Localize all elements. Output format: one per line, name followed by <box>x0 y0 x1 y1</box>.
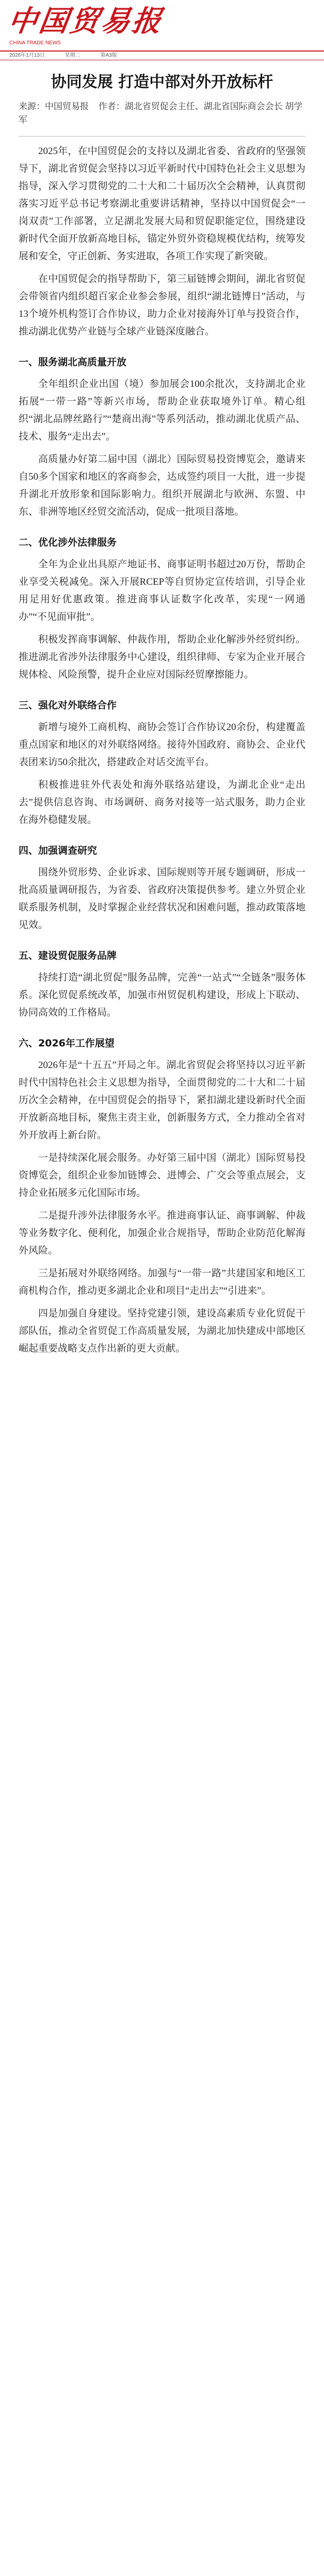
paragraph: 持续打造“湖北贸促”服务品牌，完善“一站式”“全链条”服务体系。深化贸促系统改革，加强市州贸促机构建设，形成上下联动、协同高效的工作格局。 <box>19 972 305 1018</box>
masthead <box>0 0 324 61</box>
section-heading: 二、优化涉外法律服务 <box>19 537 117 548</box>
paragraph: 三是拓展对外联络网络。加强与“一带一路”共建国家和地区工商机构合作，推动更多湖北企业和项目“走出去”“引进来”。 <box>19 1268 305 1296</box>
issue-weekday: 星期二 <box>64 53 80 58</box>
paragraph: 积极推进驻外代表处和海外联络站建设，为湖北企业“走出去”提供信息咨询、市场调研、商务对接等一站式服务，助力企业在海外稳健发展。 <box>19 779 305 825</box>
paragraph: 在中国贸促会的指导帮助下，第三届链博会期间，湖北省贸促会带领省内组织超百家企业参会参展，组织“湖北链博日”活动，与13个境外机构签订合作协议，助力企业对接海外订单与投资合作，推动湖北优势产业链与全球产业链深度融合。 <box>19 274 305 337</box>
paragraph: 围绕外贸形势、企业诉求、国际规则等开展专题调研，形成一批高质量调研报告，为省委、省政府决策提供参考。建立外贸企业联系服务机制，及时掌握企业经营状况和困难问题，推动政策落地见效。 <box>19 867 305 930</box>
section-heading: 一、服务湖北高质量开放 <box>19 357 127 368</box>
paragraph: 全年为企业出具原产地证书、商事证明书超过20万份，帮助企业享受关税减免。深入开展RCEP等自贸协定宣传培训，引导企业用足用好优惠政策。推进商事认证数字化改革，实现“一网通办”“不见面审批”。 <box>19 559 305 622</box>
section-heading: 三、强化对外联络合作 <box>19 700 117 711</box>
paragraph: 全年组织企业出国（境）参加展会100余批次，支持湖北企业拓展“一带一路”等新兴市场，帮助企业获取境外订单。精心组织“湖北品牌丝路行”“楚商出海”等系列活动，推动湖北优质产品、技术、服务“走出去”。 <box>19 379 305 442</box>
article-author: 作者：湖北省贸促会主任、湖北省国际商会会长 胡学军 <box>19 101 303 125</box>
article-source: 来源：中国贸易报 <box>19 101 89 111</box>
paragraph: 二是提升涉外法律服务水平。推进商事认证、商事调解、仲裁等业务数字化、便利化，加强企业合规指导，帮助企业防范化解海外风险。 <box>19 1210 305 1256</box>
section-heading: 六、2026年工作展望 <box>19 1038 115 1049</box>
section-heading: 五、建设贸促服务品牌 <box>19 950 117 961</box>
paragraph: 高质量办好第二届中国（湖北）国际贸易投资博览会，邀请来自50多个国家和地区的客商参会，达成签约项目一大批，进一步提升湖北开放形象和国际影响力。组织开展湖北与欧洲、东盟、中东、非洲等地区经贸交流活动，促成一批项目落地。 <box>19 454 305 517</box>
issue-date: 2026年1月13日 <box>9 53 45 58</box>
article <box>0 67 324 1363</box>
issue-page: 第A3版 <box>100 53 117 58</box>
issue-bar <box>0 50 324 60</box>
divider <box>19 136 305 137</box>
newspaper-logo-sub: CHINA TRADE NEWS <box>9 40 61 46</box>
newspaper-logo: 中国贸易报 <box>6 4 166 38</box>
paragraph: 一是持续深化展会服务。办好第三届中国（湖北）国际贸易投资博览会，组织企业参加链博会、进博会、广交会等重点展会，支持企业拓展多元化国际市场。 <box>19 1153 305 1198</box>
section-heading: 四、加强调查研究 <box>19 845 98 856</box>
paragraph: 四是加强自身建设。坚持党建引领，建设高素质专业化贸促干部队伍，推动全省贸促工作高质量发展，为湖北加快建成中部地区崛起重要战略支点作出新的更大贡献。 <box>19 1308 305 1354</box>
article-byline <box>19 100 305 127</box>
article-title: 协同发展 打造中部对外开放标杆 <box>51 73 273 91</box>
paragraph: 新增与境外工商机构、商协会签订合作协议20余份，构建覆盖重点国家和地区的对外联络网络。接待外国政府、商协会、企业代表团来访50余批次，搭建政企对话交流平台。 <box>19 722 305 768</box>
paragraph: 2026年是“十五五”开局之年。湖北省贸促会将坚持以习近平新时代中国特色社会主义思想为指导，全面贯彻党的二十大和二十届历次全会精神，在中国贸促会的指导下，紧扣湖北建设新时代全面开放新高地目标，聚焦主责主业，创新服务方式，全力推动全省对外开放再上新台阶。 <box>19 1060 305 1141</box>
paragraph: 积极发挥商事调解、仲裁作用，帮助企业化解涉外经贸纠纷。推进湖北省涉外法律服务中心建设，组织律师、专家为企业开展合规体检、风险预警，提升企业应对国际经贸摩擦能力。 <box>19 634 305 680</box>
paragraph: 2025年，在中国贸促会的支持以及湖北省委、省政府的坚强领导下，湖北省贸促会坚持以习近平新时代中国特色社会主义思想为指导，深入学习贯彻党的二十大和二十届历次全会精神，认真贯彻落实习近平总书记考察湖北重要讲话精神，坚持以中国贸促会“一岗双责”工作部署，立足湖北发展大局和贸促职能定位，围绕建设新时代全面开放新高地目标，锚定外贸外资稳规模优结构，统筹发展和安全，守正创新、务实进取，各项工作实现了新突破。 <box>19 146 305 262</box>
